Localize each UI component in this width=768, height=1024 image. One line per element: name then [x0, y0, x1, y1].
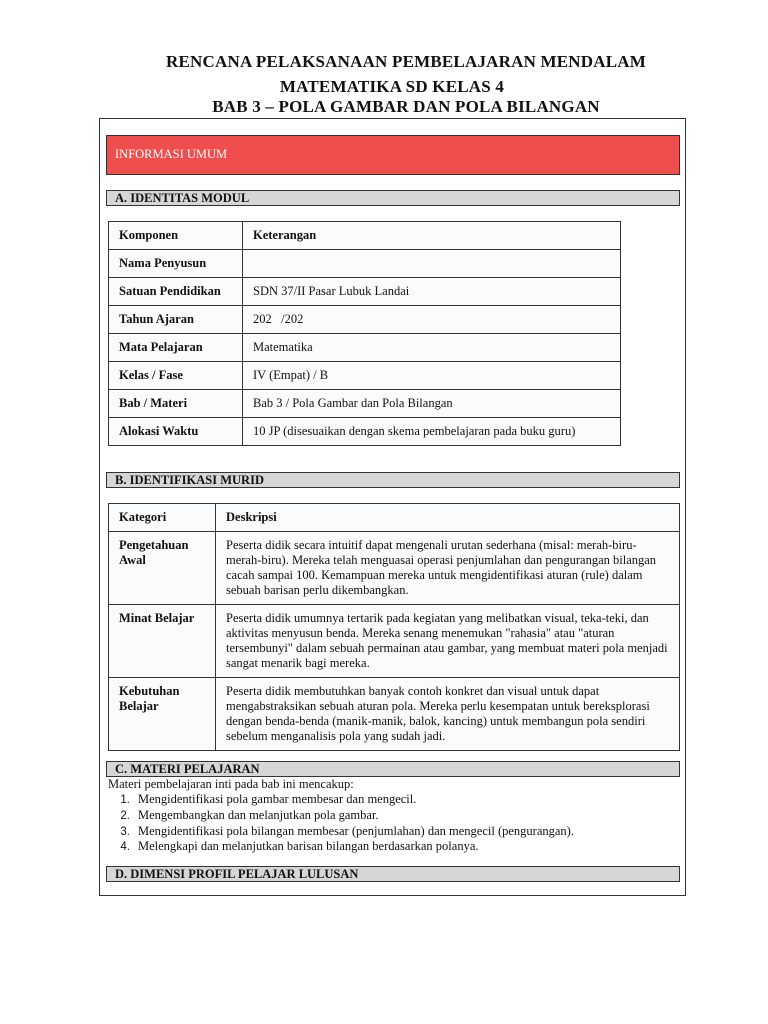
info-umum-banner [106, 135, 680, 175]
row-label: Pengetahuan Awal [109, 532, 216, 605]
row-label: Minat Belajar [109, 605, 216, 678]
list-item [108, 808, 574, 824]
column-header: Deskripsi [216, 504, 680, 532]
document-title-line3: BAB 3 – POLA GAMBAR DAN POLA BILANGAN [212, 97, 600, 116]
info-umum-label: INFORMASI UMUM [115, 147, 228, 161]
list-number: 1. [120, 794, 130, 806]
list-number: 4. [120, 841, 130, 854]
list-text: Mengembangkan dan melanjutkan pola gambar. [138, 807, 379, 822]
list-text: Mengidentifikasi pola gambar membesar dan mengecil. [138, 792, 417, 806]
document-title-line1: RENCANA PELAKSANAAN PEMBELAJARAN MENDALAM [166, 52, 646, 71]
section-d-title: D. DIMENSI PROFIL PELAJAR LULUSAN [115, 867, 359, 881]
row-value: 202 /202 [243, 306, 621, 334]
column-header: Kategori [109, 504, 216, 532]
table-row [109, 605, 680, 678]
row-value [243, 250, 621, 278]
row-label: Alokasi Waktu [109, 418, 243, 446]
table-row [109, 678, 680, 751]
list-number: 2. [120, 809, 130, 822]
identitas-modul-table [108, 221, 621, 446]
row-label: Mata Pelajaran [109, 334, 243, 362]
row-value: Peserta didik membutuhkan banyak contoh konkret dan visual untuk dapat mengabstraksikan sebuah aturan pola. Mereka perlu kesempatan untuk bereksplorasi dengan benda-benda (manik-manik, balok, kancing) untuk membangun pola sendiri sebelum menganalisis pola yang sudah jadi. [216, 678, 680, 751]
row-label: Kebutuhan Belajar [109, 678, 216, 751]
table-row [109, 306, 621, 334]
table-header-row [109, 504, 680, 532]
section-c-header [106, 761, 680, 777]
section-d-header [106, 866, 680, 882]
row-label: Nama Penyusun [109, 250, 243, 278]
row-value: IV (Empat) / B [243, 362, 621, 390]
table-row [109, 334, 621, 362]
section-c-title: C. MATERI PELAJARAN [115, 762, 260, 776]
column-header: Keterangan [243, 222, 621, 250]
table-row [109, 390, 621, 418]
row-label: Bab / Materi [109, 390, 243, 418]
column-header: Komponen [109, 222, 243, 250]
table-row [109, 250, 621, 278]
row-value: Bab 3 / Pola Gambar dan Pola Bilangan [243, 390, 621, 418]
row-value: Matematika [243, 334, 621, 362]
table-header-row [109, 222, 621, 250]
row-value: 10 JP (disesuaikan dengan skema pembelajaran pada buku guru) [243, 418, 621, 446]
list-item [108, 839, 574, 855]
document-title-line2: MATEMATIKA SD KELAS 4 [279, 77, 505, 96]
row-label: Tahun Ajaran [109, 306, 243, 334]
list-text: Mengidentifikasi pola bilangan membesar (penjumlahan) dan mengecil (pengurangan). [138, 823, 574, 838]
section-b-header [106, 472, 680, 488]
list-item [108, 824, 574, 840]
list-text: Melengkapi dan melanjutkan barisan bilangan berdasarkan polanya. [138, 839, 479, 854]
table-row [109, 418, 621, 446]
row-label: Kelas / Fase [109, 362, 243, 390]
list-item [108, 792, 574, 808]
identifikasi-murid-table [108, 503, 680, 751]
row-label: Satuan Pendidikan [109, 278, 243, 306]
section-b-title: B. IDENTIFIKASI MURID [115, 473, 264, 487]
row-value: SDN 37/II Pasar Lubuk Landai [243, 278, 621, 306]
row-value: Peserta didik umumnya tertarik pada kegiatan yang melibatkan visual, teka-teki, dan aktivitas menyusun benda. Mereka senang menemukan "rahasia" atau "aturan tersembunyi" dalam sebuah permainan atau gambar, yang membuat materi pola menjadi sangat menarik bagi mereka. [216, 605, 680, 678]
table-row [109, 532, 680, 605]
table-row [109, 362, 621, 390]
table-row [109, 278, 621, 306]
section-a-header [106, 190, 680, 206]
list-number: 3. [120, 825, 130, 838]
materi-list [108, 792, 574, 855]
section-a-title: A. IDENTITAS MODUL [115, 191, 250, 205]
row-value: Peserta didik secara intuitif dapat mengenali urutan sederhana (misal: merah-biru-merah-biru). Mereka telah menguasai operasi penjumlahan dan pengurangan bilangan cacah sampai 100. Kemampuan mereka untuk mengidentifikasi aturan (rule) dalam sebuah barisan perlu dikembangkan. [216, 532, 680, 605]
materi-intro: Materi pembelajaran inti pada bab ini mencakup: [108, 777, 354, 791]
